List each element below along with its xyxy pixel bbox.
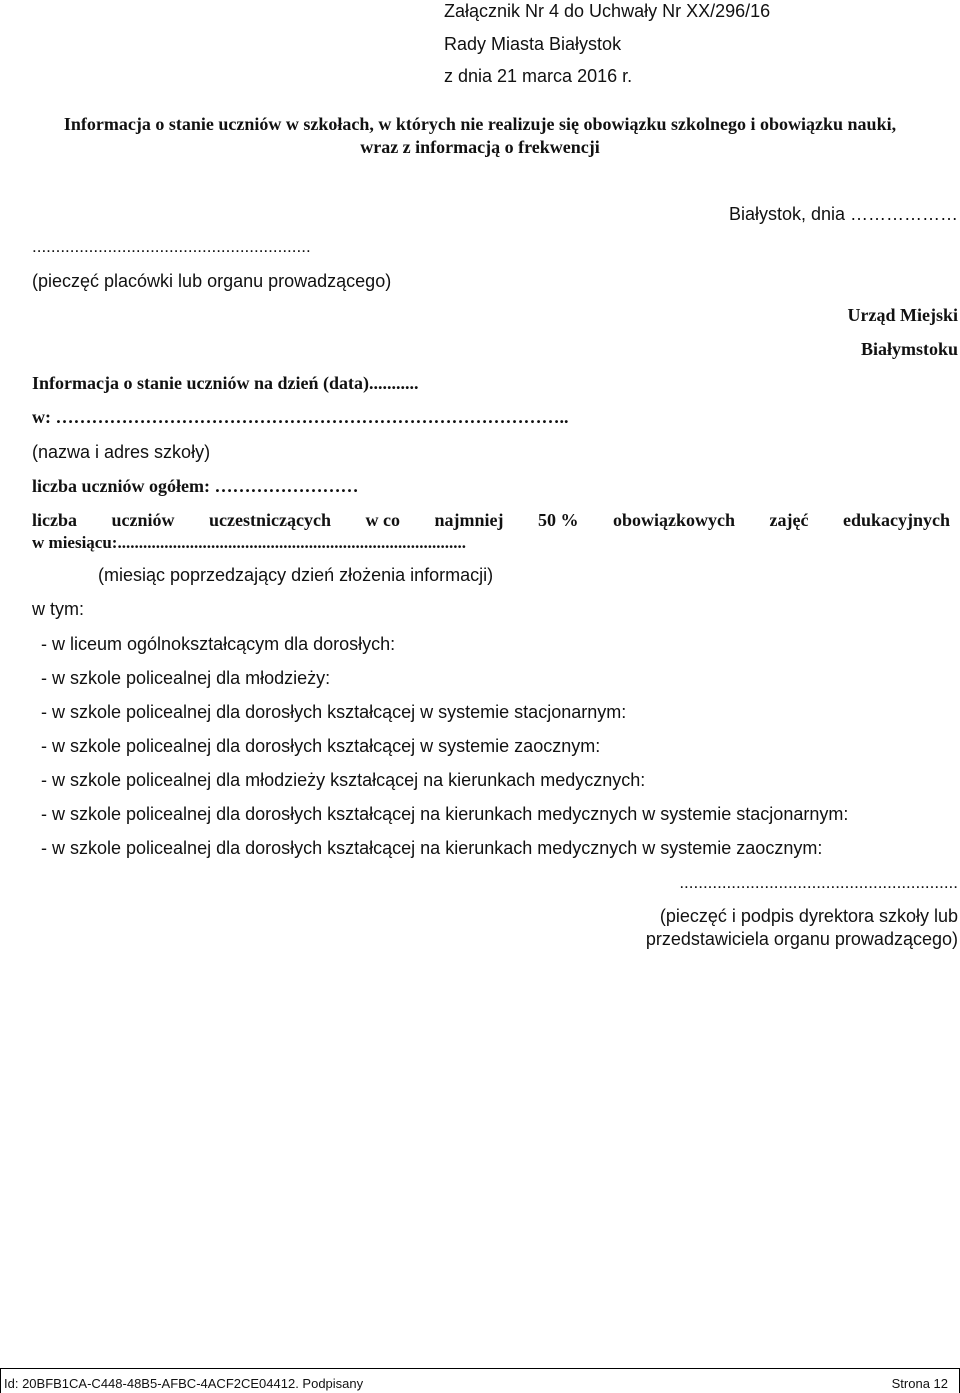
word: liczba — [32, 510, 77, 530]
footer-border-left — [0, 1368, 1, 1393]
footer-document-id: Id: 20BFB1CA-C448-48B5-AFBC-4ACF2CE04412. Podpisany — [4, 1376, 364, 1391]
annex-line-2: Rady Miasta Białystok — [444, 34, 622, 54]
participating-line-2: w miesiącu:.................................................................................. — [32, 533, 466, 552]
document-title-line-1: Informacja o stanie uczniów w szkołach, w których nie realizuje się obowiązku szkolnego i obowiązku nauki, — [63, 114, 897, 134]
info-date-field: Informacja o stanie uczniów na dzień (data)........... — [32, 373, 419, 393]
signature-label-line-1: (pieczęć i podpis dyrektora szkoły lub — [659, 906, 958, 926]
list-item: - w szkole policealnej dla dorosłych kształcącej na kierunkach medycznych w systemie zaocznym: — [41, 838, 823, 858]
list-item: - w szkole policealnej dla dorosłych kształcącej na kierunkach medycznych w systemie stacjonarnym: — [41, 804, 849, 824]
total-students-field: liczba uczniów ogółem: …………………… — [32, 476, 359, 496]
stamp-dots: ........................................................... — [32, 237, 311, 256]
signature-label-line-2: przedstawiciela organu prowadzącego) — [645, 929, 958, 949]
participating-line-1 — [32, 509, 950, 531]
footer-divider — [0, 1368, 960, 1369]
annex-line-1: Załącznik Nr 4 do Uchwały Nr XX/296/16 — [444, 1, 771, 21]
place-date: Białystok, dnia ……………… — [728, 204, 958, 224]
annex-line-3: z dnia 21 marca 2016 r. — [444, 66, 633, 86]
month-note: (miesiąc poprzedzający dzień złożenia informacji) — [98, 565, 494, 585]
document-title-line-2: wraz z informacją o frekwencji — [360, 137, 600, 157]
recipient-line-1: Urząd Miejski — [847, 305, 958, 325]
list-item: - w szkole policealnej dla młodzieży: — [41, 668, 331, 688]
list-item: - w szkole policealnej dla dorosłych kształcącej w systemie stacjonarnym: — [41, 702, 627, 722]
school-name-field: w: ………………………………………………………………………….. — [32, 407, 569, 427]
list-item: - w liceum ogólnokształcącym dla dorosłych: — [41, 634, 396, 654]
word: uczniów — [111, 510, 175, 530]
w-tym-label: w tym: — [32, 599, 84, 619]
word: obowiązkowych — [612, 510, 735, 530]
recipient-line-2: Białymstoku — [860, 339, 958, 359]
word: uczestniczących — [209, 510, 331, 530]
school-name-label: (nazwa i adres szkoły) — [32, 442, 211, 462]
footer-page-number: Strona 12 — [891, 1376, 948, 1391]
signature-dots: ........................................................... — [679, 873, 958, 892]
word: zajęć — [769, 510, 809, 530]
list-item: - w szkole policealnej dla młodzieży kształcącej na kierunkach medycznych: — [41, 770, 646, 790]
word: w co — [365, 510, 400, 530]
word: 50 % — [537, 510, 579, 530]
list-item: - w szkole policealnej dla dorosłych kształcącej w systemie zaocznym: — [41, 736, 601, 756]
word: najmniej — [434, 510, 504, 530]
stamp-label: (pieczęć placówki lub organu prowadzącego) — [32, 271, 392, 291]
word: edukacyjnych — [842, 510, 950, 530]
